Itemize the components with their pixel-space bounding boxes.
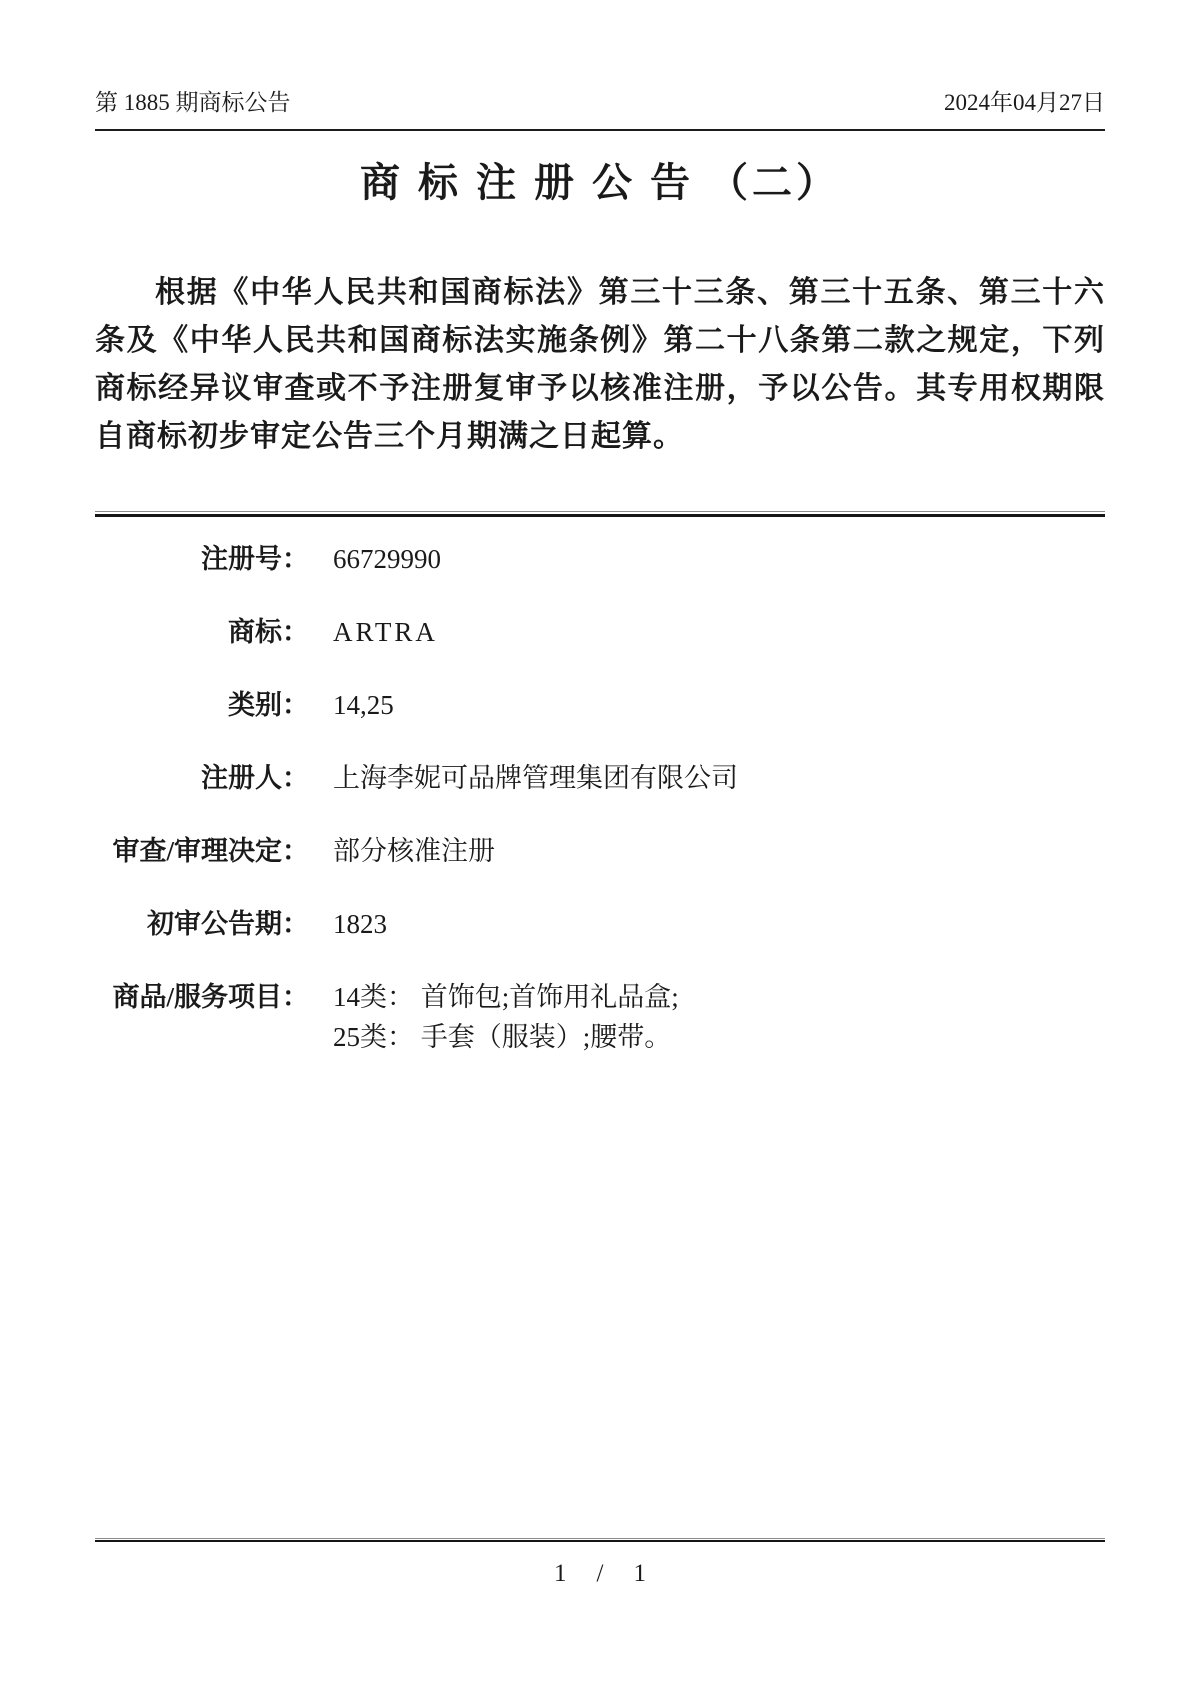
field-label: 初审公告期：	[147, 909, 309, 939]
field-row-trademark	[95, 612, 1105, 652]
page-number-separator: /	[596, 1560, 604, 1587]
page-footer	[95, 1538, 1105, 1588]
field-row-registration-number	[95, 539, 1105, 579]
goods-line-class25: 25类： 手套（服装）;腰带。	[333, 1022, 672, 1052]
trademark-record	[95, 539, 1105, 1057]
footer-rule	[95, 1538, 1105, 1542]
goods-line-class14: 14类： 首饰包;首饰用礼品盒;	[333, 982, 679, 1012]
field-row-goods-services	[95, 977, 1105, 1057]
field-label: 注册号：	[201, 544, 309, 574]
page-header	[95, 0, 1105, 131]
field-value: 上海李妮可品牌管理集团有限公司	[333, 763, 738, 793]
field-label: 注册人：	[201, 763, 309, 793]
field-label: 商品/服务项目：	[112, 982, 309, 1012]
field-value: 1823	[333, 909, 387, 939]
field-value	[333, 977, 679, 1057]
intro-paragraph: 根据《中华人民共和国商标法》第三十三条、第三十五条、第三十六条及《中华人民共和国商标法实施条例》第二十八条第二款之规定，下列商标经异议审查或不予注册复审予以核准注册，予以公告。其专用权期限自商标初步审定公告三个月期满之日起算。	[95, 276, 1105, 453]
field-label: 审查/审理决定：	[112, 836, 309, 866]
field-value: 部分核准注册	[333, 836, 495, 866]
field-value: ARTRA	[333, 617, 438, 647]
field-value: 66729990	[333, 544, 441, 574]
page-number-total: 1	[633, 1560, 646, 1587]
section-divider	[95, 511, 1105, 517]
field-label: 商标：	[228, 617, 309, 647]
page-title: 商 标 注 册 公 告 （二）	[360, 160, 840, 205]
field-row-class	[95, 685, 1105, 725]
field-value: 14,25	[333, 690, 394, 720]
gazette-issue-label: 第 1885 期商标公告	[95, 90, 291, 115]
gazette-date: 2024年04月27日	[944, 90, 1105, 115]
page-number	[95, 1560, 1105, 1588]
page-number-current: 1	[554, 1560, 567, 1587]
field-row-registrant	[95, 758, 1105, 798]
field-row-decision	[95, 831, 1105, 871]
field-row-preliminary-gazette	[95, 904, 1105, 944]
field-label: 类别：	[228, 690, 309, 720]
